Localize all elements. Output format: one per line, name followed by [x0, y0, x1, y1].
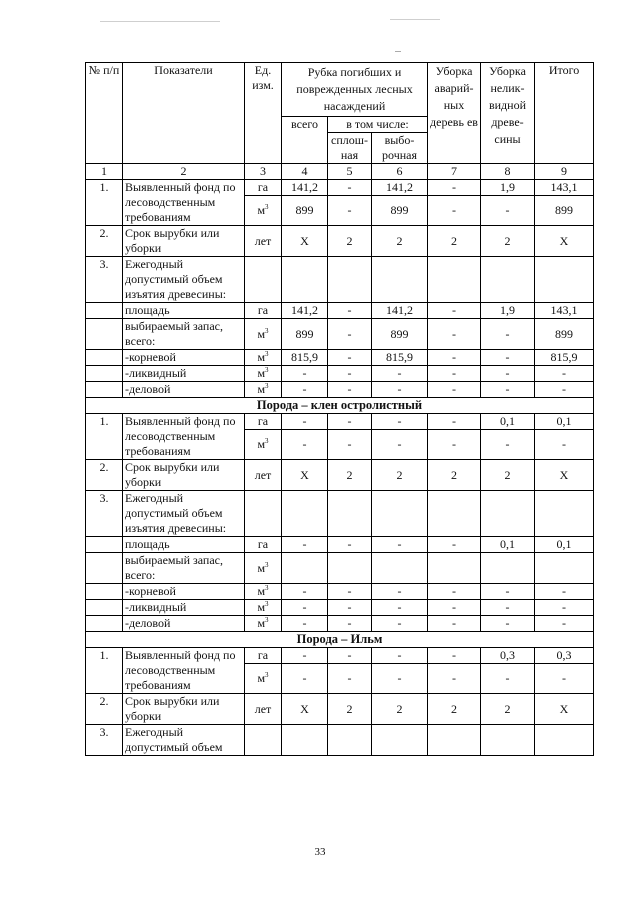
row-indicator: Ежегодный допустимый объем [123, 725, 245, 756]
col-header-indicator: Показатели [123, 63, 245, 164]
unit-cell [245, 350, 282, 366]
table-row [86, 725, 594, 756]
value-cell: - [328, 616, 372, 632]
value-cell [328, 257, 372, 303]
value-cell: 899 [282, 196, 328, 226]
row-number [86, 537, 123, 553]
unit-cell [245, 664, 282, 694]
unit-superscript: 3 [265, 437, 269, 445]
unit-label: га [257, 648, 269, 662]
table-row [86, 303, 594, 319]
value-cell [535, 553, 594, 584]
unit-cell [245, 226, 282, 257]
value-cell [282, 491, 328, 537]
value-cell: 2 [328, 694, 372, 725]
value-cell: - [428, 664, 481, 694]
value-cell: 0,1 [481, 537, 535, 553]
value-cell: 2 [372, 694, 428, 725]
unit-cell [245, 491, 282, 537]
value-cell: - [372, 600, 428, 616]
value-cell [328, 491, 372, 537]
column-index: 4 [282, 164, 328, 180]
value-cell: - [328, 600, 372, 616]
value-cell: - [328, 303, 372, 319]
value-cell: 2 [428, 226, 481, 257]
value-cell: - [328, 537, 372, 553]
unit-label: м [257, 584, 266, 598]
table-row [86, 537, 594, 553]
value-cell: 2 [328, 226, 372, 257]
value-cell: - [535, 600, 594, 616]
column-index: 5 [328, 164, 372, 180]
unit-cell [245, 196, 282, 226]
value-cell [372, 553, 428, 584]
scan-mark [395, 51, 401, 52]
value-cell: - [535, 382, 594, 398]
value-cell [428, 491, 481, 537]
row-number [86, 366, 123, 382]
unit-cell [245, 600, 282, 616]
value-cell: - [328, 648, 372, 664]
value-cell [372, 725, 428, 756]
value-cell: 1,9 [481, 303, 535, 319]
column-index: 7 [428, 164, 481, 180]
row-indicator: выбираемый запас, всего: [123, 319, 245, 350]
table-row [86, 226, 594, 257]
row-number: 2. [86, 226, 123, 257]
unit-cell [245, 537, 282, 553]
section-row [86, 398, 594, 414]
row-indicator: Срок вырубки или уборки [123, 694, 245, 725]
unit-label: га [257, 414, 269, 428]
column-index: 1 [86, 164, 123, 180]
row-indicator: площадь [123, 537, 245, 553]
row-indicator: Срок вырубки или уборки [123, 226, 245, 257]
value-cell: 899 [535, 196, 594, 226]
value-cell: 0,1 [535, 414, 594, 430]
row-indicator: -ликвидный [123, 366, 245, 382]
value-cell [535, 725, 594, 756]
value-cell: 141,2 [372, 180, 428, 196]
value-cell: - [372, 584, 428, 600]
unit-superscript: 3 [265, 560, 269, 569]
value-cell: 899 [535, 319, 594, 350]
unit-label: га [257, 180, 269, 194]
value-cell: - [328, 196, 372, 226]
value-cell: - [328, 430, 372, 460]
unit-cell [245, 382, 282, 398]
value-cell: 2 [328, 460, 372, 491]
value-cell [428, 725, 481, 756]
row-number: 1. [86, 648, 123, 694]
value-cell: 899 [282, 319, 328, 350]
row-indicator: площадь [123, 303, 245, 319]
forest-cutting-table [85, 62, 594, 756]
unit-superscript: 3 [265, 326, 269, 335]
unit-label: м [257, 600, 266, 614]
value-cell: 2 [372, 226, 428, 257]
unit-superscript: 3 [265, 203, 269, 211]
value-cell: - [481, 600, 535, 616]
value-cell: - [428, 180, 481, 196]
column-index-row [86, 164, 594, 180]
unit-label: м [257, 350, 266, 364]
value-cell [328, 725, 372, 756]
value-cell: - [372, 664, 428, 694]
value-cell: - [481, 430, 535, 460]
row-indicator: Выявленный фонд по лесоводственным требованиям [123, 648, 245, 694]
unit-cell [245, 648, 282, 664]
value-cell: 143,1 [535, 303, 594, 319]
col-header-emergency: Уборка аварий-ных деревь ев [428, 63, 481, 164]
scan-mark [390, 19, 440, 20]
value-cell [535, 491, 594, 537]
value-cell [282, 725, 328, 756]
value-cell: Х [282, 460, 328, 491]
section-title: Порода – клен остролистный [86, 398, 594, 414]
row-number [86, 600, 123, 616]
value-cell: 2 [428, 694, 481, 725]
value-cell: - [481, 382, 535, 398]
value-cell: - [282, 616, 328, 632]
value-cell: - [372, 616, 428, 632]
value-cell: - [481, 664, 535, 694]
unit-label: м [257, 382, 266, 396]
row-number [86, 616, 123, 632]
value-cell: - [372, 366, 428, 382]
unit-cell [245, 319, 282, 350]
col-header-num: № п/п [86, 63, 123, 164]
value-cell: 815,9 [282, 350, 328, 366]
unit-label: га [257, 537, 269, 551]
col-header-illiquid: Уборка нелик-видной древе-сины [481, 63, 535, 164]
unit-superscript: 3 [265, 382, 269, 390]
row-number [86, 319, 123, 350]
row-indicator: -деловой [123, 616, 245, 632]
unit-cell [245, 584, 282, 600]
value-cell: 0,3 [535, 648, 594, 664]
value-cell: 0,1 [535, 537, 594, 553]
value-cell: 2 [372, 460, 428, 491]
col-header-cutting: Рубка погибших и поврежденных лесных насаждений [282, 63, 428, 117]
value-cell: - [428, 366, 481, 382]
value-cell: - [428, 584, 481, 600]
value-cell: - [481, 616, 535, 632]
value-cell: - [428, 319, 481, 350]
row-indicator: Выявленный фонд по лесоводственным требованиям [123, 414, 245, 460]
row-indicator: Ежегодный допустимый объем изъятия древесины: [123, 257, 245, 303]
value-cell: - [535, 366, 594, 382]
value-cell: - [282, 584, 328, 600]
table-row [86, 616, 594, 632]
unit-label: м [257, 437, 266, 451]
value-cell: 2 [481, 694, 535, 725]
unit-label: лет [254, 233, 272, 248]
value-cell: - [481, 350, 535, 366]
value-cell: 141,2 [372, 303, 428, 319]
value-cell: - [535, 430, 594, 460]
value-cell: Х [535, 694, 594, 725]
value-cell: - [282, 648, 328, 664]
unit-cell [245, 725, 282, 756]
row-number [86, 382, 123, 398]
value-cell: - [481, 319, 535, 350]
value-cell: - [372, 537, 428, 553]
row-indicator: Срок вырубки или уборки [123, 460, 245, 491]
table-row [86, 366, 594, 382]
unit-cell [245, 460, 282, 491]
col-header-continuous: сплош-ная [328, 133, 372, 164]
value-cell: - [428, 616, 481, 632]
unit-label: м [257, 366, 266, 380]
value-cell: - [372, 430, 428, 460]
table-row [86, 648, 594, 664]
unit-superscript: 3 [265, 671, 269, 679]
value-cell [282, 553, 328, 584]
column-index: 6 [372, 164, 428, 180]
unit-cell [245, 366, 282, 382]
unit-label: га [257, 303, 269, 317]
row-number: 1. [86, 414, 123, 460]
row-number: 3. [86, 725, 123, 756]
row-indicator: -ликвидный [123, 600, 245, 616]
value-cell: - [328, 584, 372, 600]
value-cell [282, 257, 328, 303]
value-cell: - [328, 382, 372, 398]
row-indicator: -деловой [123, 382, 245, 398]
unit-cell [245, 694, 282, 725]
value-cell: 2 [481, 460, 535, 491]
value-cell: - [428, 537, 481, 553]
unit-cell [245, 553, 282, 584]
table-row [86, 553, 594, 584]
value-cell: - [282, 382, 328, 398]
column-index: 8 [481, 164, 535, 180]
column-index: 2 [123, 164, 245, 180]
row-number: 2. [86, 694, 123, 725]
value-cell: - [282, 537, 328, 553]
value-cell: - [328, 414, 372, 430]
page-number: 33 [314, 846, 326, 858]
value-cell: Х [535, 226, 594, 257]
value-cell: 2 [428, 460, 481, 491]
table-row [86, 414, 594, 430]
value-cell: - [428, 430, 481, 460]
value-cell: 899 [372, 196, 428, 226]
value-cell: 899 [372, 319, 428, 350]
value-cell: - [481, 196, 535, 226]
value-cell: - [328, 366, 372, 382]
value-cell: Х [282, 226, 328, 257]
row-number [86, 553, 123, 584]
value-cell: - [481, 366, 535, 382]
unit-cell [245, 414, 282, 430]
unit-label: м [257, 560, 266, 575]
unit-cell [245, 303, 282, 319]
unit-superscript: 3 [265, 350, 269, 358]
col-header-total-cut: всего [282, 117, 328, 164]
value-cell [481, 491, 535, 537]
unit-label: м [257, 203, 266, 217]
row-number [86, 584, 123, 600]
value-cell: - [282, 414, 328, 430]
unit-label: м [257, 671, 266, 685]
unit-superscript: 3 [265, 366, 269, 374]
value-cell: - [328, 319, 372, 350]
value-cell: - [428, 382, 481, 398]
value-cell: - [535, 616, 594, 632]
section-row [86, 632, 594, 648]
table-row [86, 350, 594, 366]
value-cell [372, 257, 428, 303]
unit-superscript: 3 [265, 616, 269, 624]
value-cell: 0,1 [481, 414, 535, 430]
value-cell: - [428, 196, 481, 226]
value-cell: - [372, 648, 428, 664]
value-cell: - [282, 664, 328, 694]
value-cell [428, 553, 481, 584]
table-row [86, 694, 594, 725]
value-cell: - [282, 366, 328, 382]
row-indicator: выбираемый запас, всего: [123, 553, 245, 584]
value-cell [481, 257, 535, 303]
row-indicator: Ежегодный допустимый объем изъятия древесины: [123, 491, 245, 537]
table-row [86, 180, 594, 196]
value-cell [481, 725, 535, 756]
unit-cell [245, 430, 282, 460]
header-row-1 [86, 63, 594, 117]
table-row [86, 584, 594, 600]
value-cell: - [428, 648, 481, 664]
row-number: 3. [86, 491, 123, 537]
value-cell: - [428, 350, 481, 366]
table-row [86, 491, 594, 537]
row-indicator: -корневой [123, 584, 245, 600]
unit-label: м [257, 616, 266, 630]
row-number [86, 303, 123, 319]
unit-label: м [257, 326, 266, 341]
value-cell: - [535, 584, 594, 600]
value-cell: - [372, 382, 428, 398]
value-cell: - [328, 180, 372, 196]
value-cell: 143,1 [535, 180, 594, 196]
row-indicator: -корневой [123, 350, 245, 366]
table-row [86, 600, 594, 616]
unit-superscript: 3 [265, 584, 269, 592]
col-header-total: Итого [535, 63, 594, 164]
unit-cell [245, 180, 282, 196]
unit-cell [245, 616, 282, 632]
value-cell: - [328, 350, 372, 366]
col-header-including: в том числе: [328, 117, 428, 133]
value-cell [535, 257, 594, 303]
value-cell: - [328, 664, 372, 694]
value-cell: 141,2 [282, 180, 328, 196]
value-cell: - [428, 414, 481, 430]
table-row [86, 460, 594, 491]
row-number: 1. [86, 180, 123, 226]
table-row [86, 257, 594, 303]
column-index: 3 [245, 164, 282, 180]
column-index: 9 [535, 164, 594, 180]
value-cell: - [535, 664, 594, 694]
value-cell: 1,9 [481, 180, 535, 196]
value-cell: Х [535, 460, 594, 491]
value-cell: - [428, 600, 481, 616]
value-cell [328, 553, 372, 584]
col-header-unit: Ед. изм. [245, 63, 282, 164]
value-cell: - [282, 600, 328, 616]
unit-cell [245, 257, 282, 303]
value-cell: - [428, 303, 481, 319]
table-row [86, 382, 594, 398]
value-cell: 141,2 [282, 303, 328, 319]
unit-superscript: 3 [265, 600, 269, 608]
row-indicator: Выявленный фонд по лесоводственным требованиям [123, 180, 245, 226]
value-cell: 815,9 [372, 350, 428, 366]
row-number: 2. [86, 460, 123, 491]
row-number [86, 350, 123, 366]
table-row [86, 319, 594, 350]
value-cell: - [372, 414, 428, 430]
value-cell [481, 553, 535, 584]
value-cell: - [481, 584, 535, 600]
unit-label: лет [254, 467, 272, 482]
unit-label: лет [254, 701, 272, 716]
value-cell [372, 491, 428, 537]
value-cell [428, 257, 481, 303]
value-cell: Х [282, 694, 328, 725]
col-header-selective: выбо-рочная [372, 133, 428, 164]
row-number: 3. [86, 257, 123, 303]
value-cell: 2 [481, 226, 535, 257]
value-cell: 815,9 [535, 350, 594, 366]
scan-mark [100, 21, 220, 22]
section-title: Порода – Ильм [86, 632, 594, 648]
value-cell: 0,3 [481, 648, 535, 664]
value-cell: - [282, 430, 328, 460]
